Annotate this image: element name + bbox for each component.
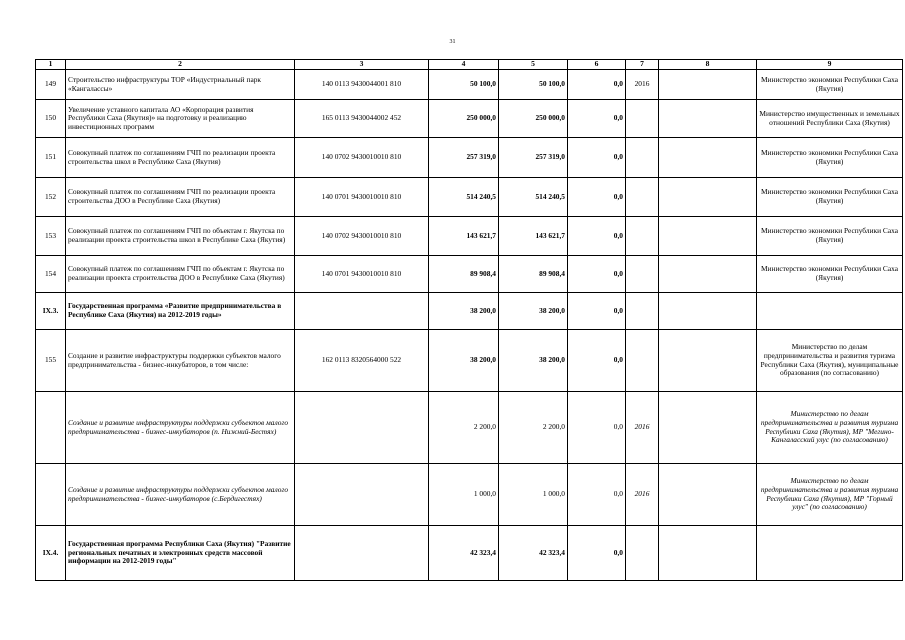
row-name: Совокупный платеж по соглашениям ГЧП по объектам г. Якутска по реализации проекта строительства ДОО в Республике Саха (Якутия): [66, 256, 295, 293]
table-row: [36, 217, 903, 256]
ministry-cell: Министерство экономики Республики Саха (Якутия): [757, 217, 903, 256]
row-number: 154: [36, 256, 66, 293]
col8-cell: [659, 138, 757, 178]
header-cell: 1: [36, 60, 66, 70]
col8-cell: [659, 100, 757, 138]
subitem-row: [36, 464, 903, 526]
header-cell: 7: [626, 60, 659, 70]
row-name: Увеличение уставного капитала АО «Корпорация развития Республики Саха (Якутия)» на подготовку и реализацию инвестиционных программ: [66, 100, 295, 138]
budget-code: 140 0701 9430010010 810: [295, 256, 429, 293]
header-cell: 2: [66, 60, 295, 70]
table-row: [36, 330, 903, 392]
ministry-cell: Министерство экономики Республики Саха (Якутия): [757, 256, 903, 293]
amount-col5: 42 323,4: [499, 526, 568, 581]
header-cell: 5: [499, 60, 568, 70]
header-cell: 6: [568, 60, 626, 70]
amount-col5: 250 000,0: [499, 100, 568, 138]
row-name: Совокупный платеж по соглашениям ГЧП по объектам г. Якутска по реализации проекта строительства школ в Республике Саха (Якутия): [66, 217, 295, 256]
amount-col6: 0,0: [568, 70, 626, 100]
amount-col4: 38 200,0: [429, 330, 499, 392]
col8-cell: [659, 464, 757, 526]
ministry-cell: Министерство экономики Республики Саха (Якутия): [757, 178, 903, 217]
budget-code: [295, 464, 429, 526]
amount-col6: 0,0: [568, 464, 626, 526]
amount-col5: 38 200,0: [499, 293, 568, 330]
row-number: 150: [36, 100, 66, 138]
amount-col5: 514 240,5: [499, 178, 568, 217]
program-name: Государственная программа «Развитие предпринимательства в Республике Саха (Якутия) на 2012-2019 годы»: [66, 293, 295, 330]
row-number: 149: [36, 70, 66, 100]
col8-cell: [659, 293, 757, 330]
ministry-cell: Министерство экономики Республики Саха (Якутия): [757, 70, 903, 100]
amount-col4: 38 200,0: [429, 293, 499, 330]
col8-cell: [659, 392, 757, 464]
row-number: [36, 392, 66, 464]
year-cell: [626, 293, 659, 330]
col8-cell: [659, 70, 757, 100]
row-name: Строительство инфраструктуры ТОР «Индустриальный парк «Кангалассы»: [66, 70, 295, 100]
col8-cell: [659, 217, 757, 256]
budget-code: [295, 526, 429, 581]
amount-col6: 0,0: [568, 392, 626, 464]
year-cell: [626, 138, 659, 178]
ministry-cell: [757, 293, 903, 330]
amount-col5: 2 200,0: [499, 392, 568, 464]
ministry-cell: Министерство по делам предпринимательства и развития туризма Республики Саха (Якутия), муниципальные образования (по согласованию): [757, 330, 903, 392]
ministry-cell: Министерство экономики Республики Саха (Якутия): [757, 138, 903, 178]
amount-col4: 42 323,4: [429, 526, 499, 581]
program-name: Государственная программа Республики Саха (Якутия) "Развитие региональных печатных и электронных средств массовой информации на 2012-2019 годы": [66, 526, 295, 581]
year-cell: 2016: [626, 392, 659, 464]
amount-col6: 0,0: [568, 138, 626, 178]
amount-col6: 0,0: [568, 330, 626, 392]
program-number: IX.3.: [36, 293, 66, 330]
amount-col4: 514 240,5: [429, 178, 499, 217]
table-row: [36, 138, 903, 178]
col8-cell: [659, 330, 757, 392]
header-cell: 4: [429, 60, 499, 70]
row-name: Создание и развитие инфраструктуры поддержки субъектов малого предпринимательства - бизнес-инкубаторов (с.Бердигестях): [66, 464, 295, 526]
amount-col5: 257 319,0: [499, 138, 568, 178]
row-number: 152: [36, 178, 66, 217]
year-cell: [626, 100, 659, 138]
year-cell: [626, 178, 659, 217]
amount-col6: 0,0: [568, 178, 626, 217]
amount-col5: 143 621,7: [499, 217, 568, 256]
ministry-cell: Министерство имущественных и земельных отношений Республики Саха (Якутия): [757, 100, 903, 138]
budget-code: 140 0701 9430010010 810: [295, 178, 429, 217]
year-cell: [626, 330, 659, 392]
subitem-row: [36, 392, 903, 464]
year-cell: [626, 526, 659, 581]
amount-col5: 38 200,0: [499, 330, 568, 392]
amount-col6: 0,0: [568, 100, 626, 138]
amount-col6: 0,0: [568, 526, 626, 581]
amount-col5: 1 000,0: [499, 464, 568, 526]
header-cell: 8: [659, 60, 757, 70]
row-number: 151: [36, 138, 66, 178]
ministry-cell: Министерство по делам предпринимательства и развития туризма Республики Саха (Якутия), МР "Горный улус" (по согласованию): [757, 464, 903, 526]
row-number: 153: [36, 217, 66, 256]
year-cell: [626, 256, 659, 293]
page-number: 31: [449, 39, 456, 45]
amount-col4: 50 100,0: [429, 70, 499, 100]
budget-code: 140 0702 9430010010 810: [295, 138, 429, 178]
amount-col4: 89 908,4: [429, 256, 499, 293]
ministry-cell: Министерство по делам предпринимательства и развития туризма Республики Саха (Якутия), МР "Мегино-Кангаласский улус (по согласованию): [757, 392, 903, 464]
row-name: Совокупный платеж по соглашениям ГЧП по реализации проекта строительства школ в Республике Саха (Якутия): [66, 138, 295, 178]
budget-code: 140 0702 9430010010 810: [295, 217, 429, 256]
amount-col4: 250 000,0: [429, 100, 499, 138]
row-name: Совокупный платеж по соглашениям ГЧП по реализации проекта строительства ДОО в Республике Саха (Якутия): [66, 178, 295, 217]
program-row: [36, 293, 903, 330]
amount-col5: 50 100,0: [499, 70, 568, 100]
amount-col4: 143 621,7: [429, 217, 499, 256]
year-cell: 2016: [626, 70, 659, 100]
year-cell: 2016: [626, 464, 659, 526]
col8-cell: [659, 178, 757, 217]
budget-table: [35, 59, 903, 581]
table-row: [36, 70, 903, 100]
budget-code: [295, 293, 429, 330]
program-number: IX.4.: [36, 526, 66, 581]
amount-col6: 0,0: [568, 293, 626, 330]
table-row: [36, 178, 903, 217]
header-row: [36, 60, 903, 70]
row-name: Создание и развитие инфраструктуры поддержки субъектов малого предпринимательства - бизнес-инкубаторов, в том числе:: [66, 330, 295, 392]
header-cell: 9: [757, 60, 903, 70]
budget-code: 162 0113 8320564000 522: [295, 330, 429, 392]
ministry-cell: [757, 526, 903, 581]
budget-code: 140 0113 9430044001 810: [295, 70, 429, 100]
table-row: [36, 256, 903, 293]
row-number: [36, 464, 66, 526]
amount-col6: 0,0: [568, 256, 626, 293]
amount-col4: 1 000,0: [429, 464, 499, 526]
col8-cell: [659, 526, 757, 581]
header-cell: 3: [295, 60, 429, 70]
amount-col4: 257 319,0: [429, 138, 499, 178]
amount-col5: 89 908,4: [499, 256, 568, 293]
amount-col6: 0,0: [568, 217, 626, 256]
row-name: Создание и развитие инфраструктуры поддержки субъектов малого предпринимательства - бизнес-инкубаторов (п. Нижний-Бестях): [66, 392, 295, 464]
col8-cell: [659, 256, 757, 293]
amount-col4: 2 200,0: [429, 392, 499, 464]
budget-code: [295, 392, 429, 464]
budget-code: 165 0113 9430044002 452: [295, 100, 429, 138]
program-row: [36, 526, 903, 581]
row-number: 155: [36, 330, 66, 392]
year-cell: [626, 217, 659, 256]
table-row: [36, 100, 903, 138]
